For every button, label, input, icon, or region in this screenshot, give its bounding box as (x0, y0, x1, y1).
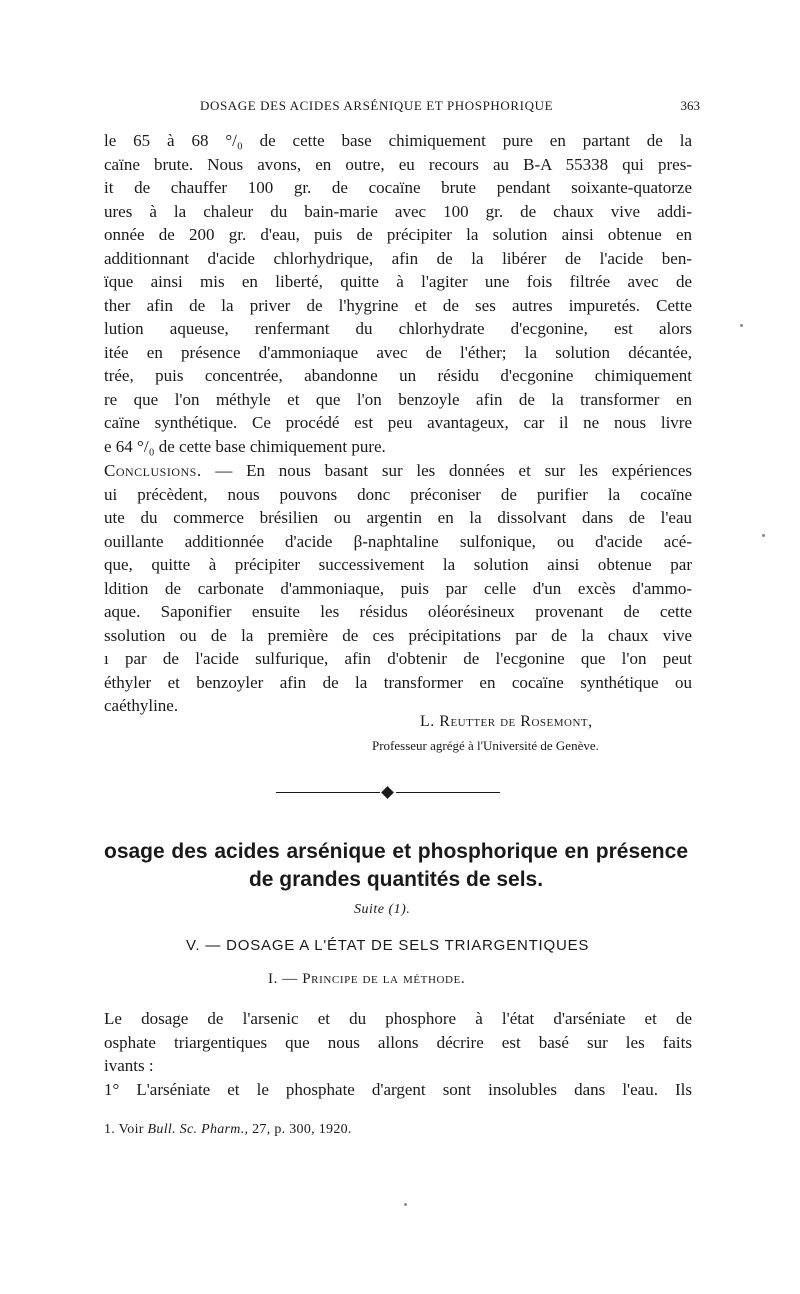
footnote-citation: 27, p. 300, 1920. (252, 1122, 352, 1137)
scan-speck (740, 324, 743, 327)
article-title-line-2: de grandes quantités de sels. (248, 868, 544, 891)
text-line: aque. Saponifier ensuite les résidus oléorésineux provenant de cette (104, 602, 692, 621)
text-line: it de chauffer 100 gr. de cocaïne brute pendant soixante-quatorze (104, 178, 692, 197)
text-line: itée en présence d'ammoniaque avec de l'éther; la solution décantée, (104, 342, 692, 362)
text-line: le 65 à 68 °/₀ de cette base chimiquement pure en partant de la (104, 131, 692, 150)
text-line: ui précèdent, nous pouvons donc préconiser de purifier la cocaïne (104, 484, 692, 504)
text-line: 1° L'arséniate et le phosphate d'argent sont insolubles dans l'eau. Ils (104, 1079, 692, 1099)
text-line: caéthyline. (104, 696, 179, 715)
text-line: trée, puis concentrée, abandonne un résidu d'ecgonine chimiquement (104, 366, 692, 385)
running-title: DOSAGE DES ACIDES ARSÉNIQUE ET PHOSPHORIQUE (200, 98, 554, 113)
diamond-ornament-icon (381, 786, 394, 799)
paragraph-3 (104, 1007, 692, 1101)
text-line: que, quitte à précipiter successivement la solution ainsi obtenue par (104, 555, 692, 574)
footnote-number: 1. (104, 1122, 116, 1137)
text-line: ther afin de la priver de l'hygrine et de ses autres impuretés. Cette (104, 295, 692, 315)
conclusions-label: Conclusions. (104, 461, 202, 480)
text-line: osphate triargentiques que nous allons décrire est basé sur les faits (104, 1032, 692, 1052)
scan-speck (404, 1203, 407, 1206)
text-line: e 64 °/₀ de cette base chimiquement pure. (104, 436, 386, 456)
text-line: caïne brute. Nous avons, en outre, eu recours au B-A 55338 qui pres- (104, 154, 692, 174)
section-separator (276, 786, 500, 800)
separator-rule-left (276, 792, 380, 793)
article-title-line-1: osage des acides arsénique et phosphorique en présence (104, 840, 688, 863)
author-affiliation: Professeur agrégé à l'Université de Genève. (372, 738, 599, 753)
text-line: re que l'on méthyle et que l'on benzoyle afin de la transformer en (104, 389, 692, 409)
paragraph-conclusions (104, 459, 692, 718)
separator-rule-right (396, 792, 500, 793)
text-line: ute du commerce brésilien ou argentin en la dissolvant dans de l'eau (104, 508, 692, 527)
subsection-heading: I. — Principe de la méthode. (268, 971, 466, 987)
footnote-prefix: Voir (118, 1122, 144, 1137)
text-run: — En nous basant sur les données et sur les expériences (201, 461, 692, 480)
text-line: ouillante additionnée d'acide β-naphtaline sulfonique, ou d'acide acé- (104, 531, 692, 551)
text-line: lution aqueuse, renfermant du chlorhydrate d'ecgonine, est alors (104, 319, 692, 338)
text-line: ldition de carbonate d'ammoniaque, puis par celle d'un excès d'ammo- (104, 578, 692, 598)
scan-speck (762, 534, 765, 537)
running-header (100, 98, 700, 118)
text-line: additionnant d'acide chlorhydrique, afin de la libérer de l'acide ben- (104, 248, 692, 268)
text-line: onnée de 200 gr. d'eau, puis de précipiter la solution ainsi obtenue en (104, 225, 692, 244)
text-line: ures à la chaleur du bain-marie avec 100 gr. de chaux vive addi- (104, 201, 692, 221)
text-line: ssolution ou de la première de ces précipitations par de la chaux vive (104, 625, 692, 645)
continuation-note: Suite (1). (354, 902, 411, 917)
text-line: ı par de l'acide sulfurique, afin d'obtenir de l'ecgonine que l'on peut (104, 649, 692, 668)
text-line: ivants : (104, 1056, 154, 1075)
footnote-source: Bull. Sc. Pharm., (147, 1122, 249, 1137)
page-number: 363 (680, 98, 700, 113)
text-line: caïne synthétique. Ce procédé est peu avantageux, car il ne nous livre (104, 413, 692, 432)
text-line-first (104, 459, 692, 483)
text-line: Le dosage de l'arsenic et du phosphore à l'état d'arséniate et de (104, 1009, 692, 1028)
text-line: éthyler et benzoyler afin de la transformer en cocaïne synthétique ou (104, 672, 692, 692)
paragraph-1 (104, 129, 692, 458)
footnote (104, 1122, 352, 1138)
section-heading: V. — DOSAGE A L'ÉTAT DE SELS TRIARGENTIQUES (186, 937, 590, 954)
author-signature: L. Reutter de Rosemont, (420, 713, 593, 730)
text-line: ïque ainsi mis en liberté, quitte à l'agiter une fois filtrée avec de (104, 272, 692, 291)
